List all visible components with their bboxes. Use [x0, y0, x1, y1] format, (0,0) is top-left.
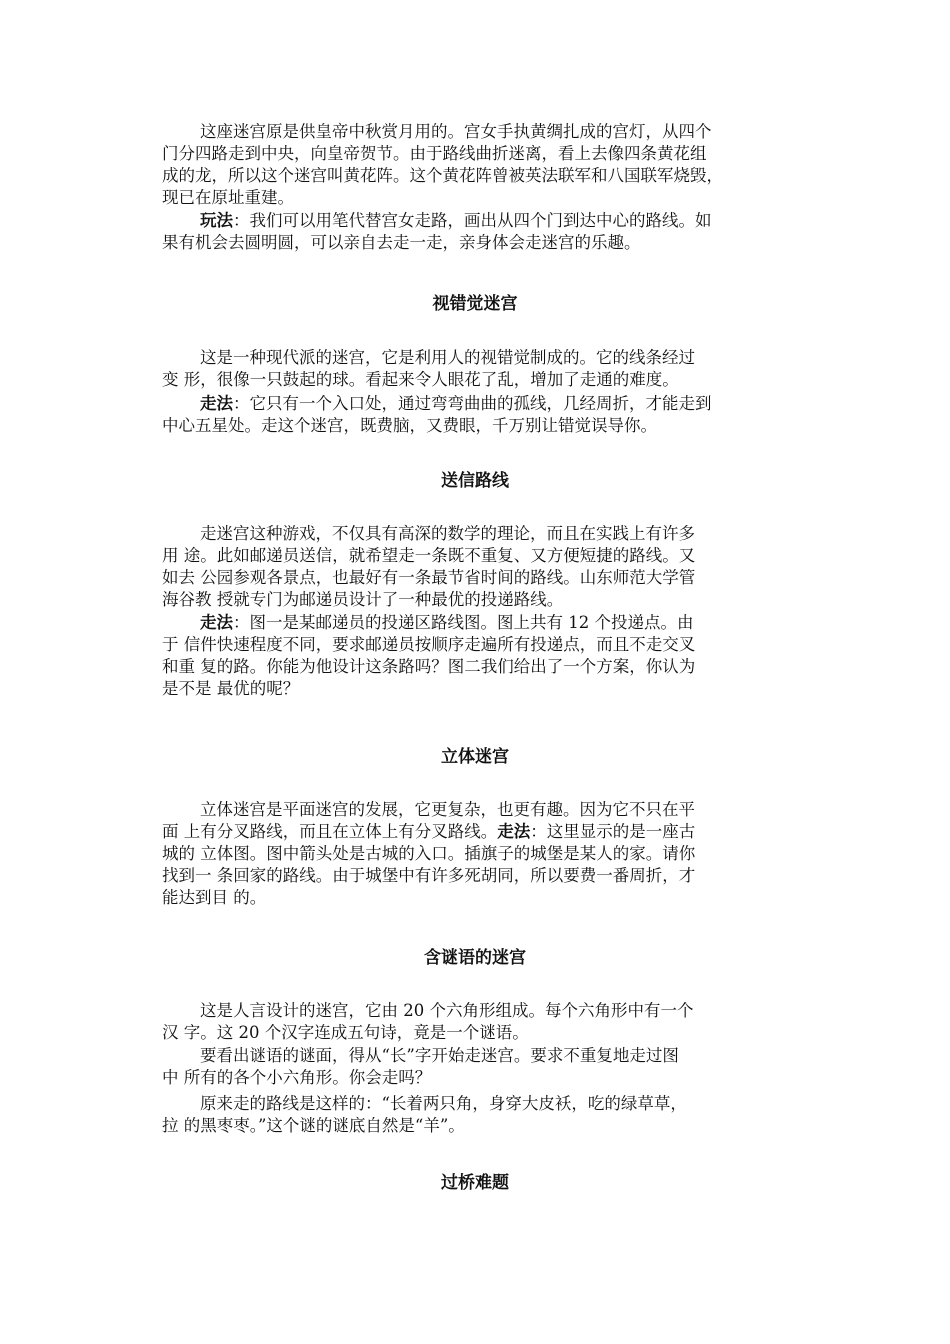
paragraph-play-method: [162, 210, 802, 254]
paragraph-riddle-answer: [162, 1093, 802, 1137]
text-line: 要看出谜语的谜面，得从“长”字开始走迷宫。要求不重复地走过图: [200, 1046, 679, 1065]
text-line: 中 所有的各个小六角形。你会走吗？: [162, 1068, 432, 1087]
paragraph-walk-method: [162, 393, 802, 437]
walk-method-label: 走法: [497, 822, 531, 841]
text-segment: 面 上有分叉路线，而且在立体上有分叉路线。: [162, 822, 498, 841]
walk-method-label: 走法: [200, 394, 233, 413]
text-line: 和重 复的路。你能为他设计这条路吗？图二我们给出了一个方案，你认为: [162, 657, 696, 676]
paragraph-riddle-maze: [162, 1000, 802, 1044]
paragraph-optical-illusion: [162, 347, 802, 391]
text-line: 果有机会去圆明圆，可以亲自去走一走，亲身体会走迷宫的乐趣。: [162, 233, 641, 252]
section-heading: 含谜语的迷宫: [424, 948, 526, 968]
text-segment: ：这里显示的是一座古: [530, 822, 696, 841]
play-method-label: 玩法: [200, 211, 233, 230]
text-line: 现已在原址重建。: [162, 188, 294, 207]
paragraph-mail-route: [162, 523, 802, 611]
section-heading: 视错觉迷宫: [432, 294, 518, 314]
text-line: 变 形，很像一只鼓起的球。看起来令人眼花了乱，增加了走通的难度。: [162, 370, 679, 389]
text-line: 这座迷宫原是供皇帝中秋赏月用的。宫女手执黄绸扎成的宫灯，从四个: [200, 122, 712, 141]
section-heading: 过桥难题: [441, 1173, 509, 1193]
text-line: 用 途。此如邮递员送信，就希望走一条既不重复、又方便短捷的路线。又: [162, 546, 696, 565]
text-line: 汉 字。这 20 个汉字连成五句诗，竟是一个谜语。: [162, 1023, 529, 1042]
text-line: 原来走的路线是这样的：“长着两只角，身穿大皮袄，吃的绿草草，: [200, 1094, 687, 1113]
section-heading: 送信路线: [441, 471, 509, 491]
text-line: [162, 210, 802, 232]
paragraph-walk-method: [162, 612, 802, 700]
text-line: 立体迷宫是平面迷宫的发展，它更复杂，也更有趣。因为它不只在平: [200, 800, 695, 819]
text-segment: ：图一是某邮递员的投递区路线图。图上共有 12 个投递点。由: [233, 613, 694, 632]
section-heading: 立体迷宫: [441, 747, 509, 767]
text-line: 中心五星处。走这个迷宫，既费脑，又费眼，千万别让错觉误导你。: [162, 416, 657, 435]
text-line: 是不是 最优的呢？: [162, 679, 300, 698]
text-line: 城的 立体图。图中箭头处是古城的入口。插旗子的城堡是某人的家。请你: [162, 844, 696, 863]
text-line: 海谷教 授就专门为邮递员设计了一种最优的投递路线。: [162, 590, 564, 609]
text-segment: ：它只有一个入口处，通过弯弯曲曲的孤线，几经周折，才能走到: [233, 394, 712, 413]
paragraph-riddle-instructions: [162, 1045, 802, 1089]
text-line: 于 信件快速程度不同，要求邮递员按顺序走遍所有投递点，而且不走交叉: [162, 635, 696, 654]
text-line: [162, 612, 802, 634]
text-line: 成的龙，所以这个迷宫叫黄花阵。这个黄花阵曾被英法联军和八国联军烧毁，: [162, 166, 723, 185]
text-line: 门分四路走到中央，向皇帝贺节。由于路线曲折迷离，看上去像四条黄花组: [162, 144, 707, 163]
text-line: 拉 的黑枣枣。”这个谜的谜底自然是“羊”。: [162, 1116, 465, 1135]
paragraph-3d-maze: [162, 799, 802, 909]
text-line: 找到一 条回家的路线。由于城堡中有许多死胡同，所以要费一番周折，才: [162, 866, 696, 885]
walk-method-label: 走法: [200, 613, 233, 632]
text-line: 这是人言设计的迷宫，它由 20 个六角形组成。每个六角形中有一个: [200, 1001, 694, 1020]
text-line: 走迷宫这种游戏，不仅具有高深的数学的理论，而且在实践上有许多: [200, 524, 695, 543]
text-segment: ：我们可以用笔代替宫女走路，画出从四个门到达中心的路线。如: [233, 211, 712, 230]
text-line: 这是一种现代派的迷宫，它是利用人的视错觉制成的。它的线条经过: [200, 348, 695, 367]
text-line: [162, 821, 802, 843]
text-line: 如去 公园参观各景点，也最好有一条最节省时间的路线。山东师范大学管: [162, 568, 696, 587]
text-line: [162, 393, 802, 415]
paragraph-huanghua-maze: [162, 121, 802, 209]
text-line: 能达到目 的。: [162, 888, 267, 907]
